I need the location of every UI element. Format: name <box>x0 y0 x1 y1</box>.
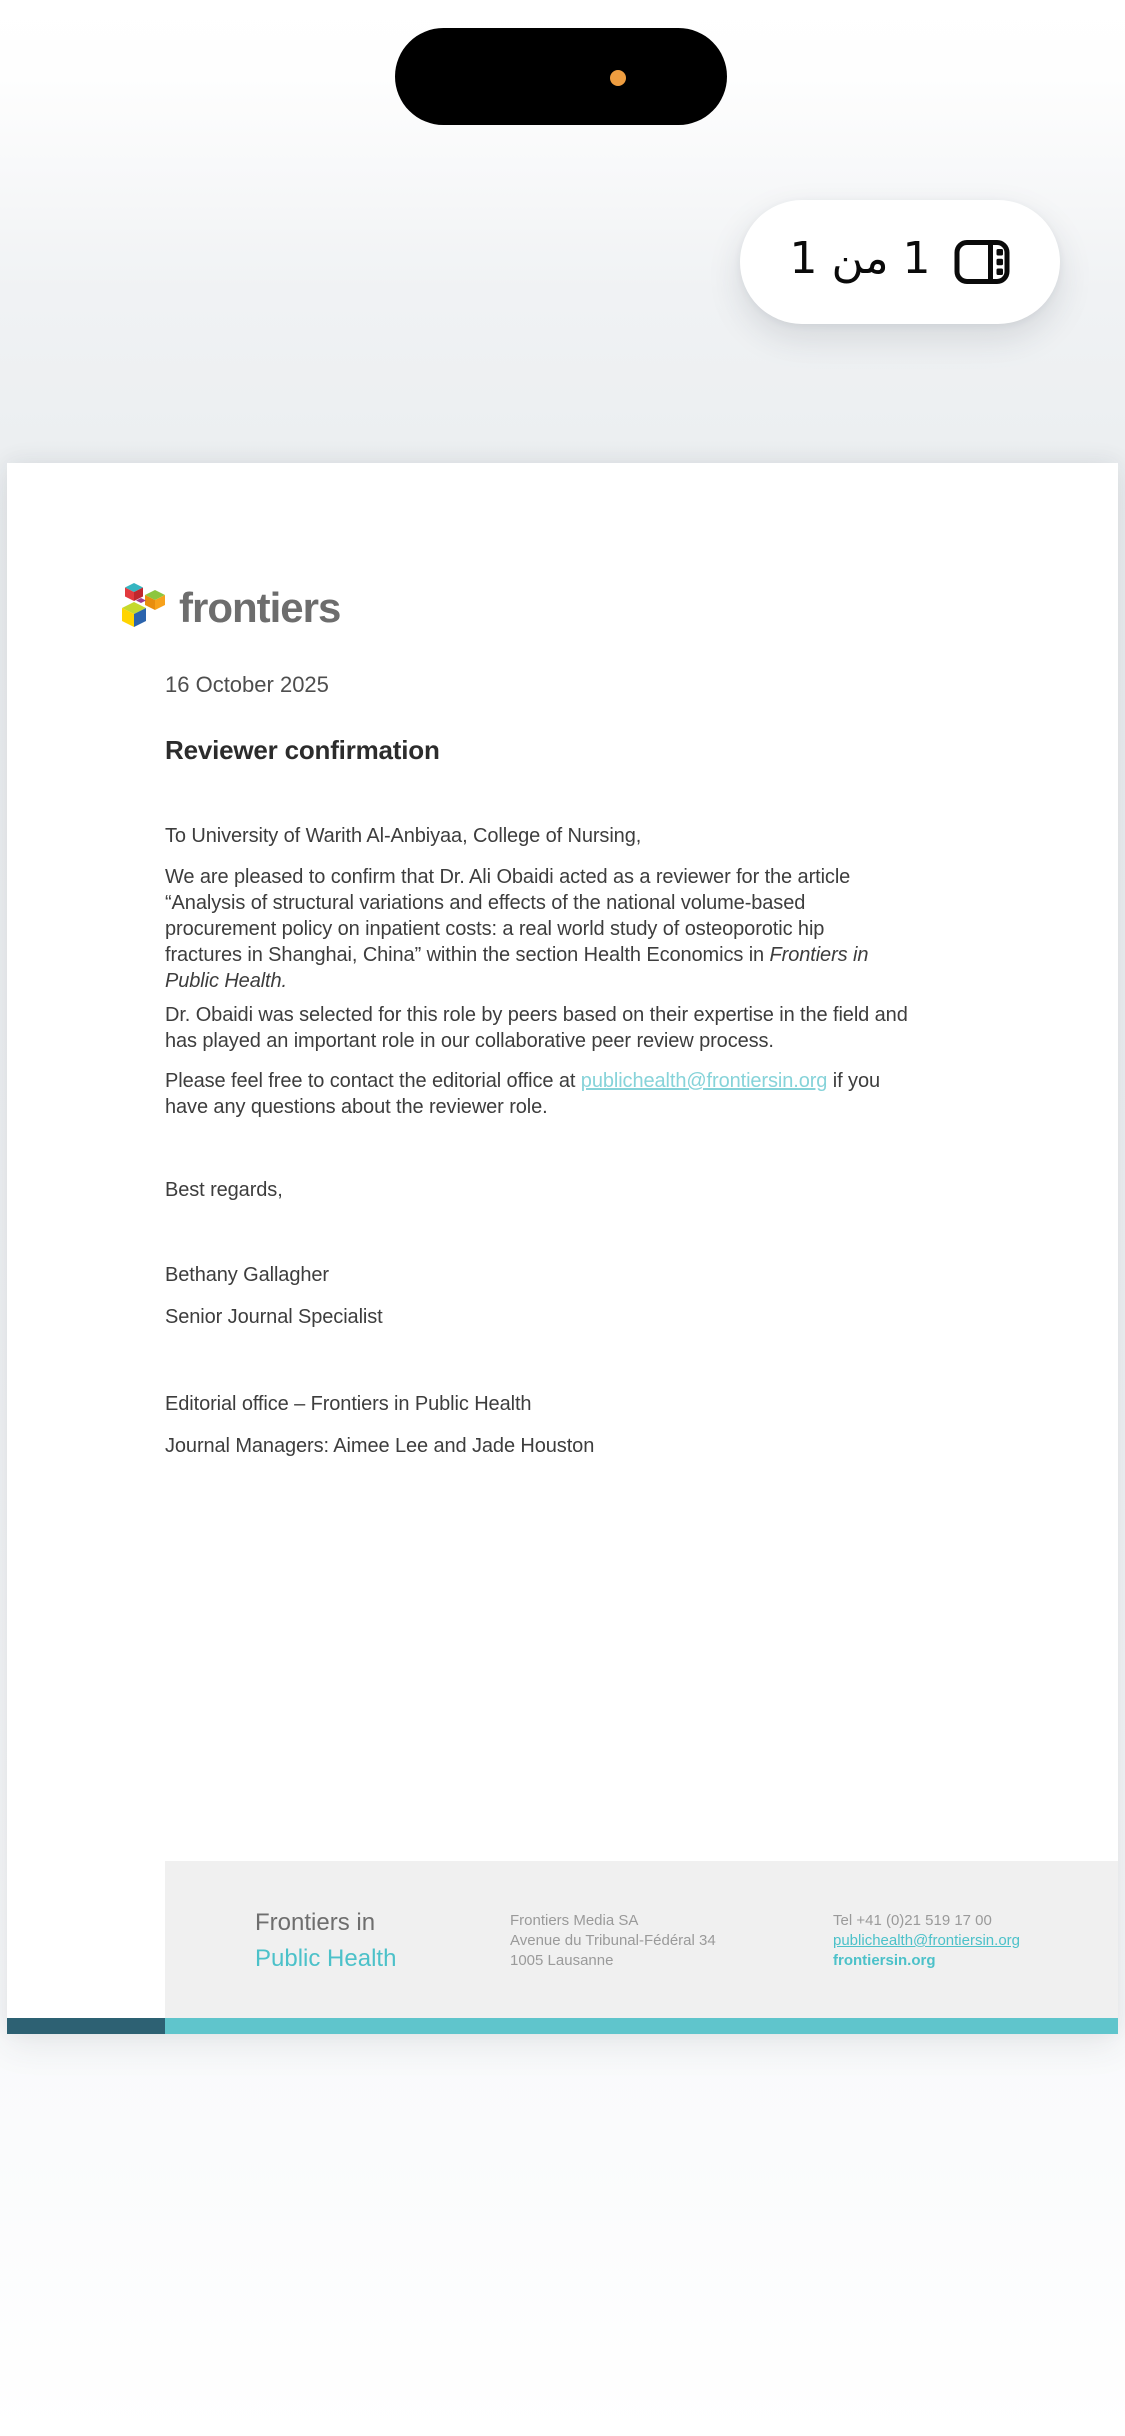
text-run: have any questions about the reviewer role. <box>165 1096 548 1118</box>
text-line <box>165 1028 908 1054</box>
text-run: Frontiers Media SA <box>510 1912 639 1929</box>
text-line <box>510 1931 716 1951</box>
frontiers-cubes-icon <box>121 581 169 631</box>
footer-journal-name <box>255 1905 396 1977</box>
text-run: if you <box>827 1070 880 1092</box>
footer-journal-bottom: Public Health <box>255 1945 397 1972</box>
text-run: fractures in Shanghai, China” within the section Health Economics in <box>165 944 770 966</box>
text-line <box>510 1951 716 1971</box>
text-run: Please feel free to contact the editorial office at <box>165 1070 581 1092</box>
journal-managers-line: Journal Managers: Aimee Lee and Jade Houston <box>165 1435 595 1457</box>
text-run: procurement policy on inpatient costs: a real world study of osteoporotic hip <box>165 918 825 940</box>
text-line <box>165 916 868 942</box>
text-line <box>165 1094 880 1120</box>
text-line <box>833 1911 1020 1931</box>
text-run: To University of Warith Al-Anbiyaa, College of Nursing, <box>165 825 642 847</box>
frontiers-logo <box>121 581 340 631</box>
text-run: Tel +41 (0)21 519 17 00 <box>833 1912 992 1929</box>
text-run: Avenue du Tribunal-Fédéral 34 <box>510 1932 716 1949</box>
email-link[interactable]: frontiersin.org <box>833 1952 936 1969</box>
text-line <box>165 823 641 849</box>
footer-color-bar <box>7 2018 1118 2034</box>
text-line <box>510 1911 716 1931</box>
closing-line: Best regards, <box>165 1179 283 1201</box>
footer-bar-dark-segment <box>7 2018 165 2034</box>
text-line <box>165 968 868 994</box>
signature-role: Senior Journal Specialist <box>165 1306 383 1328</box>
email-link[interactable]: publichealth@frontiersin.org <box>833 1932 1020 1949</box>
selection-paragraph <box>165 1002 908 1054</box>
text-run: 1005 Lausanne <box>510 1952 614 1969</box>
editorial-office-line: Editorial office – Frontiers in Public Health <box>165 1393 532 1415</box>
mic-indicator-dot <box>610 70 626 86</box>
text-line <box>165 942 868 968</box>
text-line <box>833 1931 1020 1951</box>
text-line <box>165 1002 908 1028</box>
text-run: Public Health. <box>165 970 287 992</box>
text-run: We are pleased to confirm that Dr. Ali Obaidi acted as a reviewer for the article <box>165 866 851 888</box>
pages-icon <box>953 239 1011 285</box>
footer-address <box>510 1911 716 1971</box>
email-link[interactable]: publichealth@frontiersin.org <box>580 1070 828 1092</box>
contact-paragraph <box>165 1068 880 1120</box>
letter-page <box>7 463 1118 2034</box>
letter-title: Reviewer confirmation <box>165 735 440 765</box>
logo-wordmark: frontiers <box>179 584 341 631</box>
text-run: Frontiers in <box>769 944 869 966</box>
dynamic-island[interactable] <box>395 28 727 125</box>
text-line <box>833 1951 1020 1971</box>
page-indicator[interactable] <box>740 200 1060 324</box>
text-line <box>165 890 868 916</box>
text-line <box>165 1068 880 1094</box>
text-run: has played an important role in our collaborative peer review process. <box>165 1030 774 1052</box>
salutation-paragraph <box>165 823 641 849</box>
footer-contact <box>833 1911 1020 1971</box>
footer-bar-teal-segment <box>165 2018 1118 2034</box>
letter-footer <box>165 1861 1118 2018</box>
text-run: Dr. Obaidi was selected for this role by peers based on their expertise in the field and <box>165 1004 908 1026</box>
confirmation-paragraph <box>165 864 868 994</box>
signature-name: Bethany Gallagher <box>165 1264 329 1286</box>
footer-journal-top: Frontiers in <box>255 1909 376 1936</box>
page-count-label: 1 من 1 <box>789 233 931 284</box>
letter-date: 16 October 2025 <box>165 672 329 697</box>
text-run: “Analysis of structural variations and effects of the national volume-based <box>165 892 806 914</box>
text-line <box>165 864 868 890</box>
